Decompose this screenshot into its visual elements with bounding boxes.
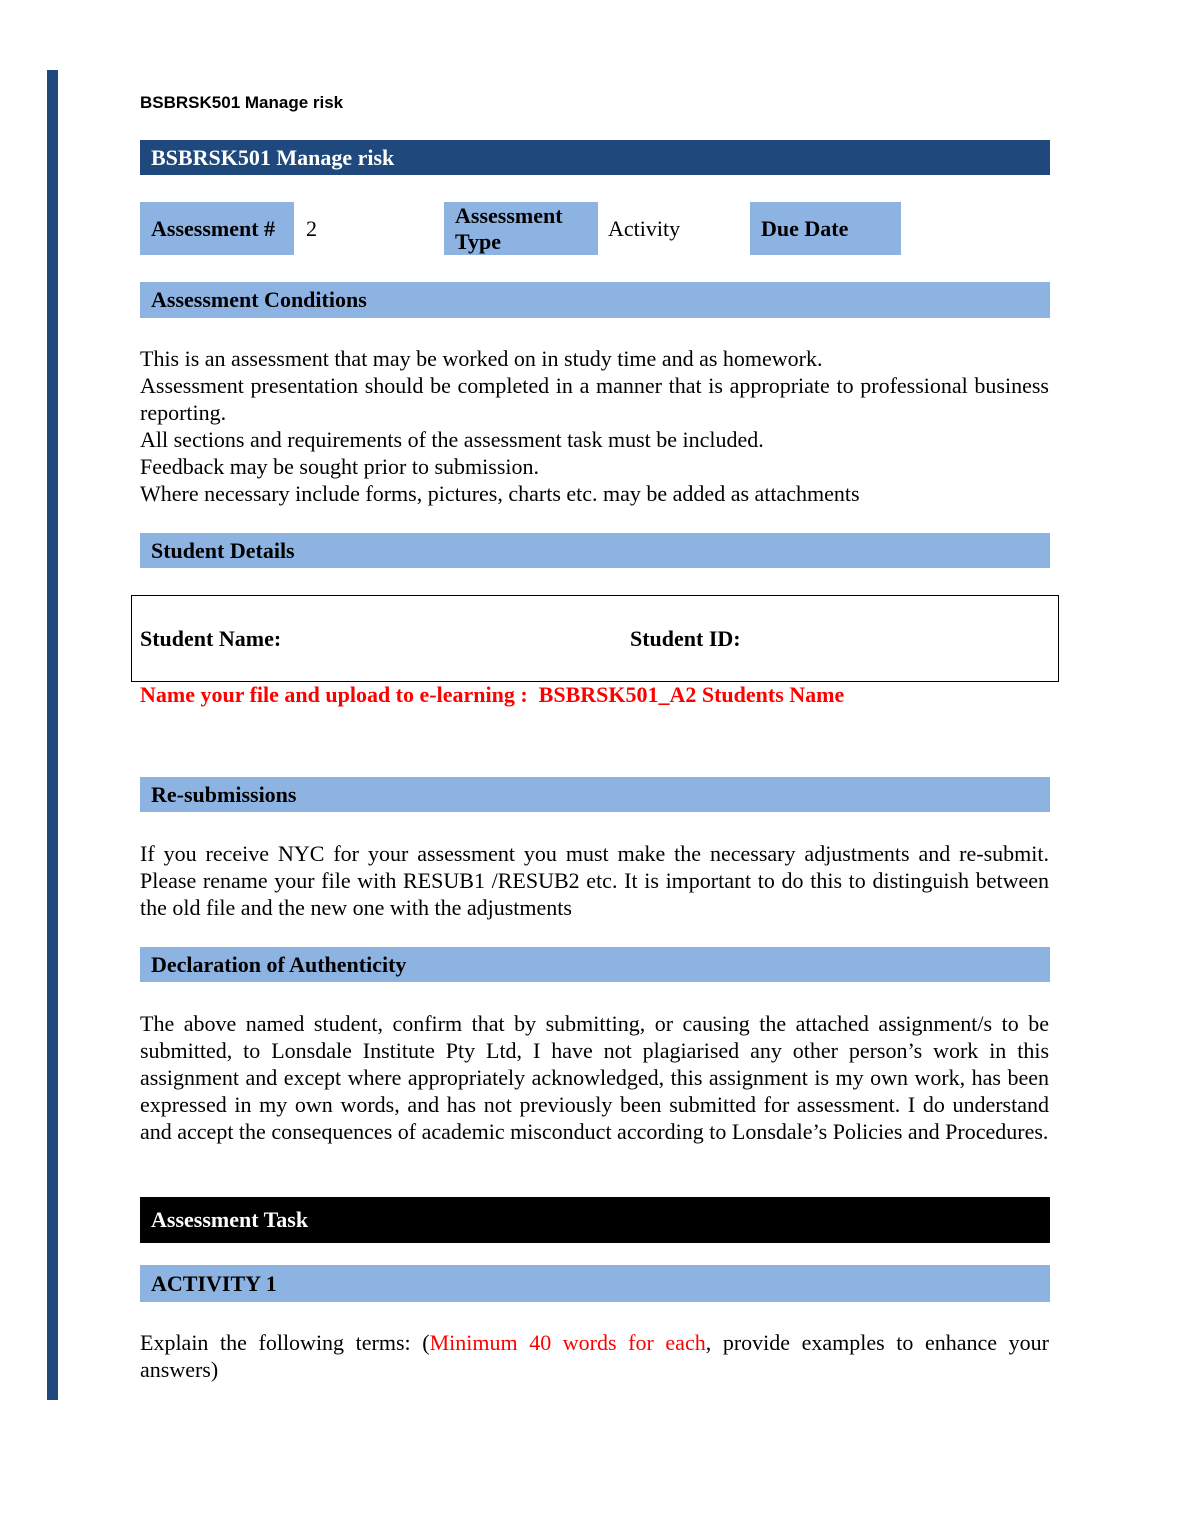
section-heading-text: Student Details	[151, 537, 295, 563]
student-details-heading	[140, 533, 1050, 568]
section-heading-text: Assessment Conditions	[151, 287, 367, 312]
condition-line: All sections and requirements of the assessment task must be included.	[140, 427, 764, 452]
assessment-type-label-line1: Assessment	[455, 202, 563, 228]
unit-title: BSBRSK501 Manage risk	[151, 144, 395, 170]
student-details-box	[131, 595, 1059, 682]
declaration-text: The above named student, confirm that by submitting, or causing the attached assignment/s to be submitted, to Lonsdale Institute Pty Ltd, I have not plagiarised any other person’s work in this assignment and except where appropriately acknowledged, this assignment is my own work, has been expressed in my own words, and has not previously been submitted for assessment. I do understand and accept the consequences of academic misconduct according to Lonsdale’s Policies and Procedures.	[140, 1011, 1049, 1144]
student-id-label: Student ID:	[630, 626, 741, 651]
declaration-heading	[140, 947, 1050, 982]
resubmissions-heading	[140, 777, 1050, 812]
unit-title-bar	[140, 140, 1050, 175]
section-heading-text: ACTIVITY 1	[151, 1270, 277, 1296]
resubmissions-text: If you receive NYC for your assessment you must make the necessary adjustments and re-submit. Please rename your file with RESUB1 /RESUB2 etc. It is important to do this to distinguish between the old file and the new one with the adjustments	[140, 841, 1049, 920]
condition-line: Where necessary include forms, pictures, charts etc. may be added as attachments	[140, 481, 860, 506]
condition-line: This is an assessment that may be worked on in study time and as homework.	[140, 346, 823, 371]
assessment-type-label-line2: Type	[455, 228, 502, 254]
section-heading-text: Re-submissions	[151, 781, 297, 807]
assessment-type-label	[444, 202, 598, 255]
assessment-conditions-heading	[140, 282, 1050, 318]
activity-1-heading	[140, 1265, 1050, 1302]
instruction-suffix: , provide examples to enhance your answers)	[140, 1330, 1050, 1382]
section-heading-text: Declaration of Authenticity	[151, 951, 407, 977]
assessment-task-heading	[140, 1197, 1050, 1243]
upload-instructions: Name your file and upload to e-learning : BSBRSK501_A2 Students Name	[140, 682, 845, 707]
student-name-label: Student Name:	[140, 626, 282, 651]
running-header: BSBRSK501 Manage risk	[140, 93, 344, 112]
instruction-prefix: Explain the following terms: (	[140, 1330, 430, 1355]
condition-line: Assessment presentation should be completed in a manner that is appropriate to professional business reporting.	[140, 373, 1049, 425]
assessment-number-label: Assessment #	[140, 202, 294, 255]
assessment-number-value: 2	[306, 215, 317, 241]
assessment-info-row	[140, 202, 1050, 255]
section-heading-text: Assessment Task	[151, 1207, 309, 1232]
assessment-conditions-text	[140, 345, 1049, 507]
due-date-label: Due Date	[750, 202, 901, 255]
assessment-type-value: Activity	[608, 215, 681, 241]
left-margin-bar	[47, 70, 58, 1400]
condition-line: Feedback may be sought prior to submission.	[140, 454, 540, 479]
activity-instruction	[140, 1329, 1049, 1383]
word-count-requirement: Minimum 40 words for each	[429, 1330, 706, 1355]
